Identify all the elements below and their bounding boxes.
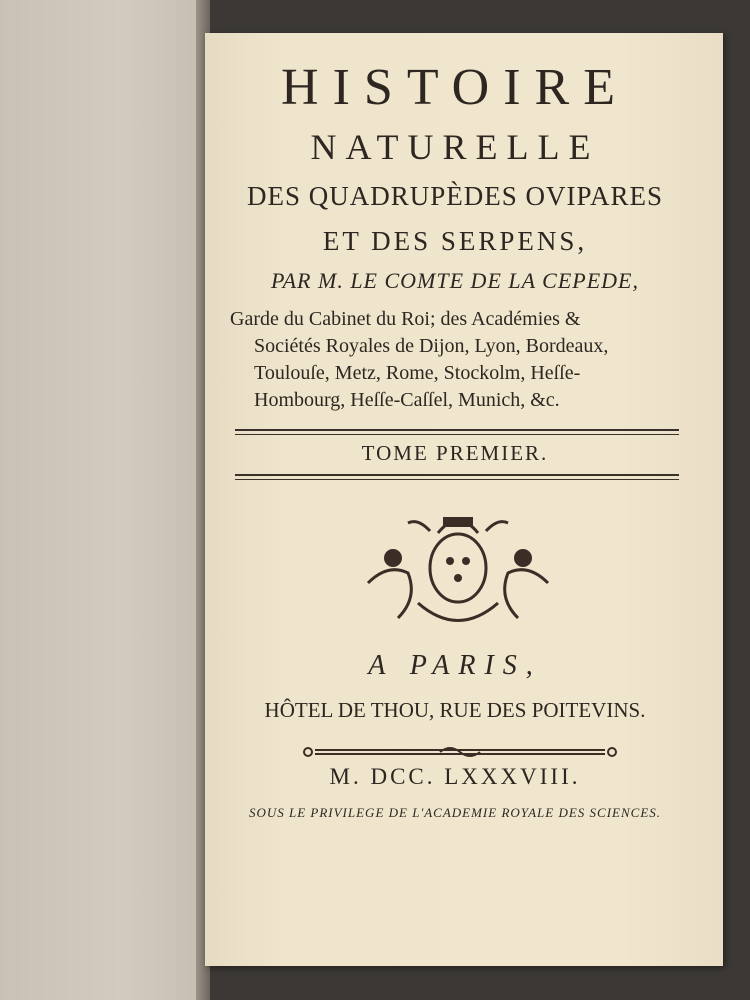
volume-label: TOME PREMIER. [361, 441, 549, 465]
title-page [205, 33, 723, 966]
credentials-line: Hombourg, Heſſe-Caſſel, Munich, &c. [254, 389, 560, 411]
address-line: HÔTEL DE THOU, RUE DES POITEVINS. [264, 698, 646, 722]
credentials-line: Sociétés Royales de Dijon, Lyon, Bordeaux, [254, 335, 609, 357]
royal-arms-with-cherubs-icon [358, 503, 558, 633]
title-line-4: ET DES SERPENS, [322, 226, 588, 256]
credentials-line: Garde du Cabinet du Roi; des Académies & [230, 308, 581, 330]
double-rule-bottom [235, 474, 679, 480]
double-rule-top [235, 429, 679, 435]
privilege-line: SOUS LE PRIVILEGE DE L'ACADEMIE ROYALE DES SCIENCES. [248, 805, 662, 820]
publication-year: M. DCC. LXXXVIII. [329, 764, 581, 789]
place-line: A PARIS, [368, 650, 542, 681]
ornamental-rule-icon [300, 744, 620, 760]
credentials-line: Toulouſe, Metz, Rome, Stockolm, Heſſe- [254, 362, 581, 384]
facing-page [0, 0, 203, 1000]
author-line: PAR M. LE COMTE DE LA CEPEDE, [271, 268, 639, 293]
title-line-3: DES QUADRUPÈDES OVIPARES [246, 181, 664, 211]
subtitle: NATURELLE [310, 127, 600, 167]
title: HISTOIRE [281, 59, 629, 116]
